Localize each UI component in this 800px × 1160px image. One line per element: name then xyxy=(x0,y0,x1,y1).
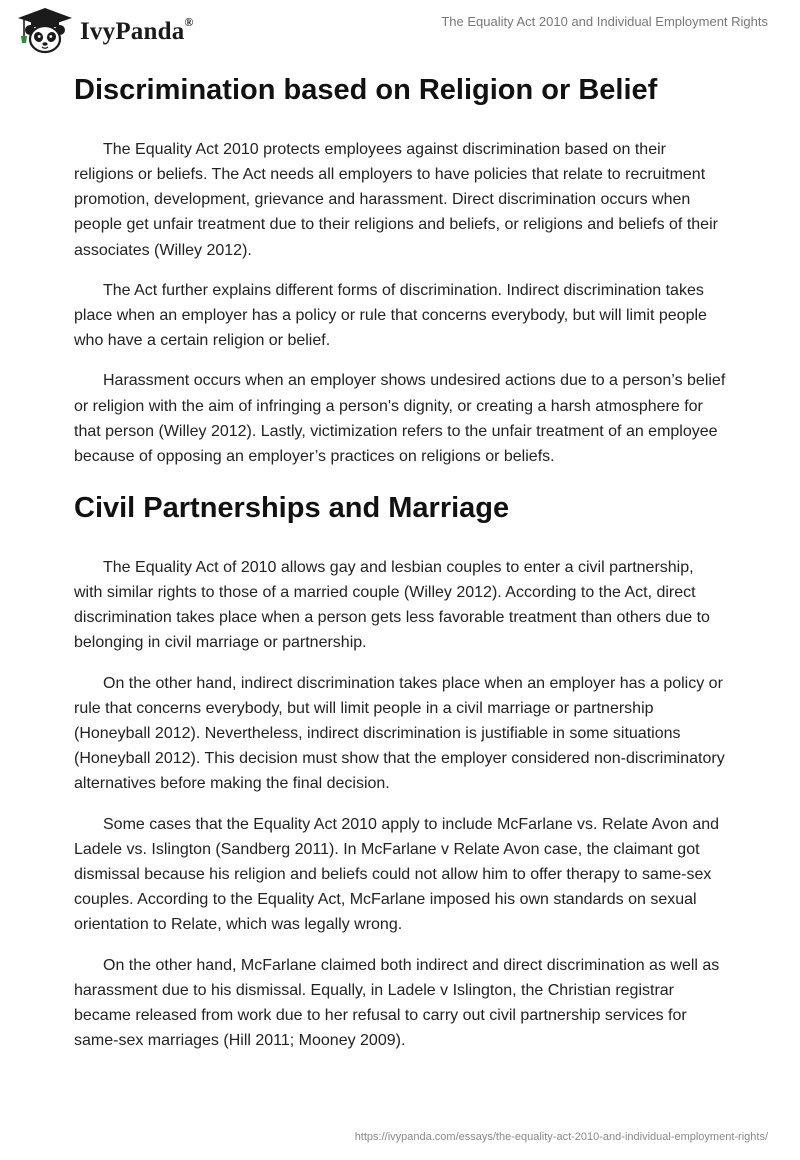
paragraph: On the other hand, indirect discrimination takes place when an employer has a policy or rule that concerns everybody, but will limit people in a civil marriage or partnership (Honeyball 2012). Nevertheless, indirect discrimination is justifiable in some situations (Honeyball 2012). This decision must show that the employer considered non-discriminatory alternatives before making the final decision. xyxy=(74,674,725,793)
section-heading: Civil Partnerships and Marriage xyxy=(74,492,510,525)
registered-mark: ® xyxy=(184,14,194,29)
paragraph: Harassment occurs when an employer shows undesired actions due to a person’s belief or religion with the aim of infringing a person's dignity, or creating a harsh atmosphere for that person (Willey 2012). Lastly, victimization refers to the unfair treatment of an employee because of opposing an employer’s practices on religions or beliefs. xyxy=(74,372,726,465)
paragraph: The Equality Act 2010 protects employees against discrimination based on their religions or beliefs. The Act needs all employers to have policies that relate to recruitment promotion, development, grievance and harassment. Direct discrimination occurs when people get unfair treatment due to their religions and beliefs, or religions and beliefs of their associates (Willey 2012). xyxy=(74,140,718,259)
source-url[interactable]: https://ivypanda.com/essays/the-equality-act-2010-and-individual-employment-rights/ xyxy=(354,1131,768,1143)
document-title: The Equality Act 2010 and Individual Employment Rights xyxy=(441,14,768,29)
panda-graduation-cap-icon[interactable] xyxy=(14,6,76,54)
brand-logo-text[interactable] xyxy=(80,14,194,46)
paragraph: On the other hand, McFarlane claimed both indirect and direct discrimination as well as harassment due to his dismissal. Equally, in Ladele v Islington, the Christian registrar became released from work due to her refusal to carry out civil partnership services for same-sex marriages (Hill 2011; Mooney 2009). xyxy=(74,956,720,1050)
paragraph: The Act further explains different forms of discrimination. Indirect discrimination takes place when an employer has a policy or rule that concerns everybody, but will limit people who have a certain religion or belief. xyxy=(74,281,707,350)
brand-name: IvyPanda xyxy=(80,18,185,45)
section-heading: Discrimination based on Religion or Belief xyxy=(74,74,658,106)
page-header xyxy=(0,0,800,60)
paragraph: The Equality Act of 2010 allows gay and lesbian couples to enter a civil partnership, with similar rights to those of a married couple (Willey 2012). According to the Act, direct discrimination takes place when a person gets less favorable treatment than others due to belonging in civil marriage or partnership. xyxy=(74,558,710,652)
essay-content xyxy=(74,66,726,1068)
paragraph: Some cases that the Equality Act 2010 apply to include McFarlane vs. Relate Avon and Ladele vs. Islington (Sandberg 2011). In McFarlane v Relate Avon case, the claimant got dismissal because his religion and beliefs could not allow him to offer therapy to same-sex couples. According to the Equality Act, McFarlane imposed his own standards on sexual orientation to Relate, which was legally wrong. xyxy=(74,815,720,934)
